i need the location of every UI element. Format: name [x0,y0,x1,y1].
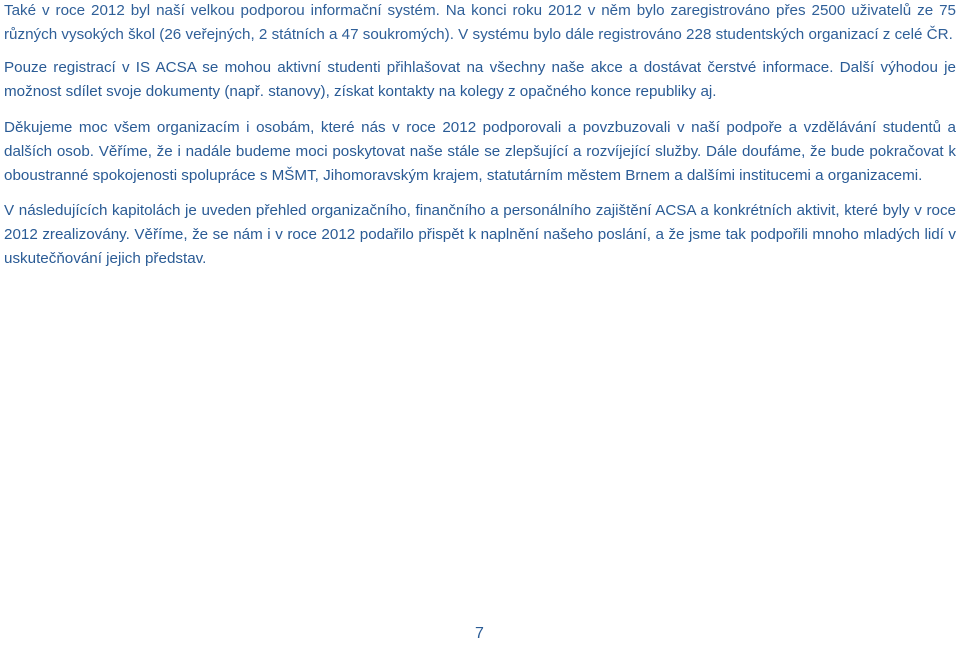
page-number: 7 [475,625,484,642]
paragraph-thanks: Děkujeme moc všem organizacím i osobám, které nás v roce 2012 podporovali a povzbuzovali v naší podpoře a vzdělávání studentů a dalších osob. Věříme, že i nadále budeme moci poskytovat naše stále se zlepšující a rozvíjející služby. Dále doufáme, že bude pokračovat k oboustranné spokojenosti spolupráce s MŠMT, Jihomoravským krajem, statutárním městem Brnem a dalšími institucemi a organizacemi. [4,119,956,184]
paragraph-chapters-overview: V následujících kapitolách je uveden přehled organizačního, finančního a personálního zajištění ACSA a konkrétních aktivit, které byly v roce 2012 zrealizovány. Věříme, že se nám i v roce 2012 podařilo přispět k naplnění našeho poslání, a že jsme tak podpořili mnoho mladých lidí v uskutečňování jejich představ. [4,202,956,267]
paragraph-registration: Pouze registrací v IS ACSA se mohou aktivní studenti přihlašovat na všechny naše akce a dostávat čerstvé informace. Další výhodou je možnost sdílet svoje dokumenty (např. stanovy), získat kontakty na kolegy z opačného konce republiky aj. [4,59,956,100]
paragraph-information-system: Také v roce 2012 byl naší velkou podporou informační systém. Na konci roku 2012 v něm bylo zaregistrováno přes 2500 uživatelů ze 75 různých vysokých škol (26 veřejných, 2 státních a 47 soukromých). V systému bylo dále registrováno 228 studentských organizací z celé ČR. [4,2,956,43]
